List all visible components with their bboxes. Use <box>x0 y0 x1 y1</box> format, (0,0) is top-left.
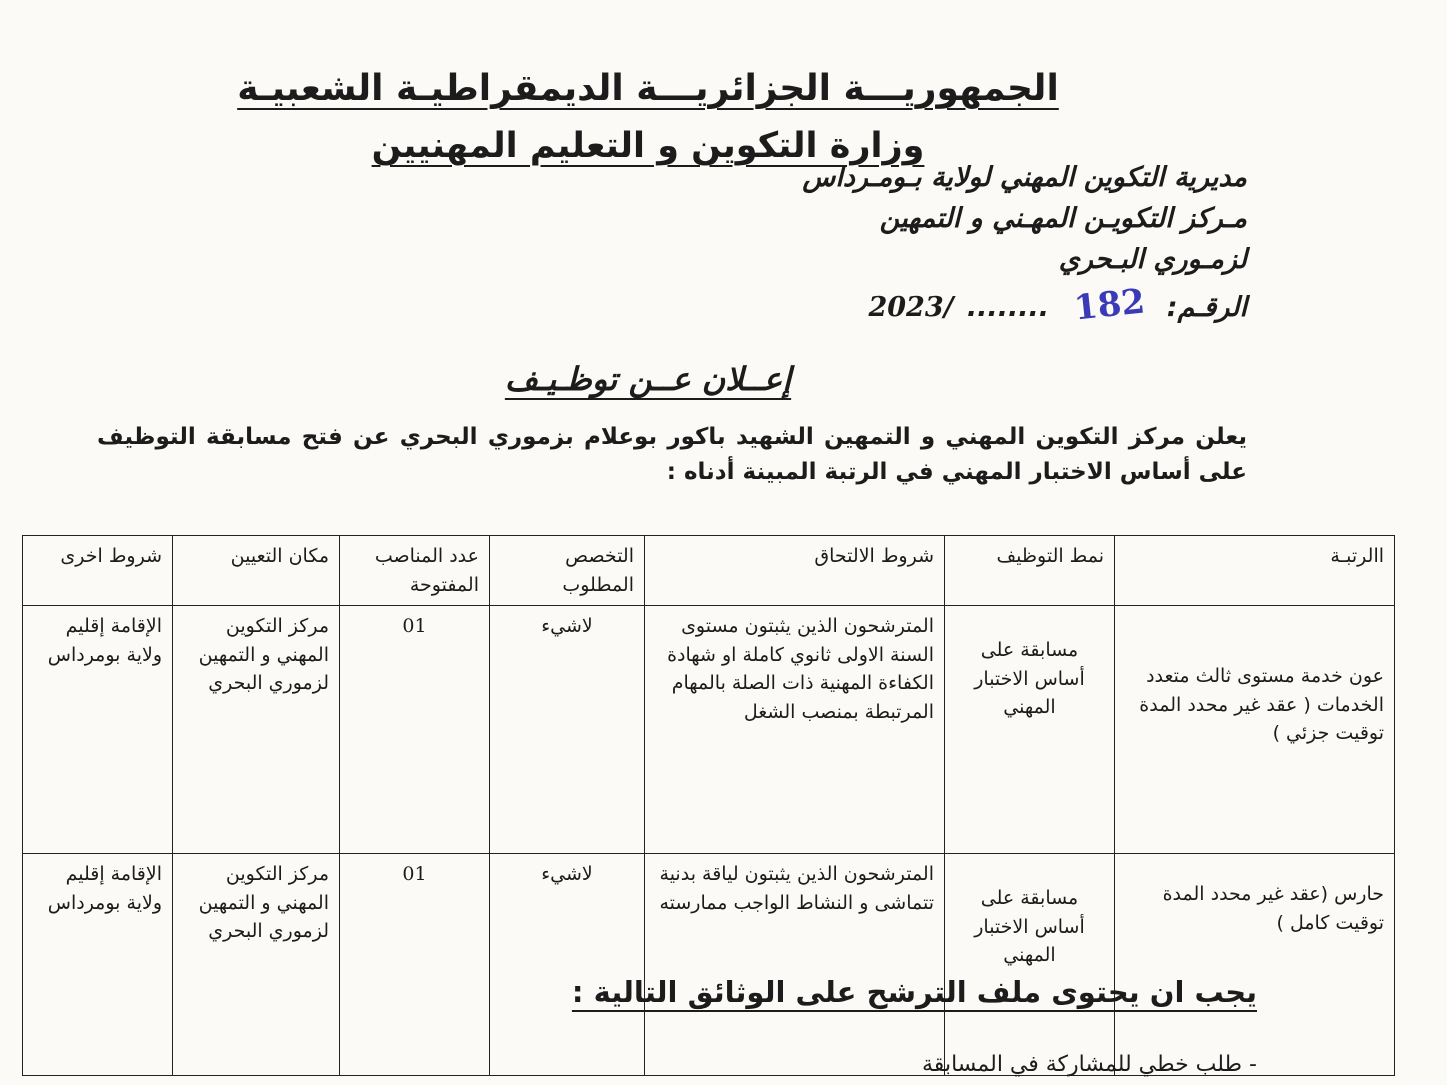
cell-place: مركز التكوين المهني و التمهين لزموري البحري <box>173 606 340 854</box>
announcement-intro: يعلن مركز التكوين المهني و التمهين الشهيد باكور بوعلام بزموري البحري عن فتح مسابقة التوظيف على أساس الاختبار المهني في الرتبة المبينة أدناه : <box>97 424 1247 485</box>
cell-recruitment-mode: مسابقة على أساس الاختبار المهني <box>945 606 1115 854</box>
header-specialty: التخصص المطلوب <box>490 536 645 606</box>
reference-line <box>868 281 1247 329</box>
cell-rank: عون خدمة مستوى ثالث متعدد الخدمات ( عقد غير محدد المدة توقيت جزئي ) <box>1115 606 1395 854</box>
reference-year: /2023 <box>868 292 954 323</box>
list-item: - طلب خطي للمشاركة في المسابقة <box>922 1052 1257 1077</box>
ministry-title: وزارة التكوين و التعليم المهنيين <box>371 126 925 166</box>
reference-label: الرقـم: <box>1166 292 1247 323</box>
cell-other: الإقامة إقليم ولاية بومرداس <box>23 854 173 1076</box>
cell-place: مركز التكوين المهني و التمهين لزموري البحري <box>173 854 340 1076</box>
reference-dots: ........ <box>966 292 1049 323</box>
table-row <box>23 606 1395 854</box>
cell-other: الإقامة إقليم ولاية بومرداس <box>23 606 173 854</box>
table-row <box>23 854 1395 1076</box>
location-line: لزمـوري البـحري <box>1058 244 1247 275</box>
directorate-line: مديرية التكوين المهني لولاية بـومـرداس <box>802 162 1247 193</box>
cell-positions: 01 <box>340 854 490 1076</box>
cell-rank: حارس (عقد غير محدد المدة توقيت كامل ) <box>1115 854 1395 1076</box>
header-place: مكان التعيين <box>173 536 340 606</box>
cell-conditions: المترشحون الذين يثبتون مستوى السنة الاولى ثانوي كاملة او شهادة الكفاءة المهنية ذات الصلة بالمهام المرتبطة بمنصب الشغل <box>645 606 945 854</box>
republic-title: الجمهوريـــة الجزائريـــة الديمقراطيـة الشعبيـة <box>237 68 1059 109</box>
reference-number-handwritten: 182 <box>1072 281 1148 329</box>
cell-conditions: المترشحون الذين يثبتون لياقة بدنية تتماشى و النشاط الواجب ممارسته <box>645 854 945 1076</box>
header-rank: االرتبـة <box>1115 536 1395 606</box>
cell-specialty: لاشيء <box>490 854 645 1076</box>
table-header-row <box>23 536 1395 606</box>
header-recruitment-mode: نمط التوظيف <box>945 536 1115 606</box>
header-other: شروط اخرى <box>23 536 173 606</box>
announcement-title: إعــلان عــن توظـيـف <box>504 360 792 398</box>
center-line: مـركز التكويـن المهـني و التمهين <box>879 203 1247 234</box>
documents-title: يجب ان يحتوى ملف الترشح على الوثائق التالية : <box>571 975 1257 1009</box>
cell-positions: 01 <box>340 606 490 854</box>
cell-specialty: لاشيء <box>490 606 645 854</box>
header-positions: عدد المناصب المفتوحة <box>340 536 490 606</box>
cell-recruitment-mode: مسابقة على أساس الاختبار المهني <box>945 854 1115 1076</box>
header-conditions: شروط الالتحاق <box>645 536 945 606</box>
